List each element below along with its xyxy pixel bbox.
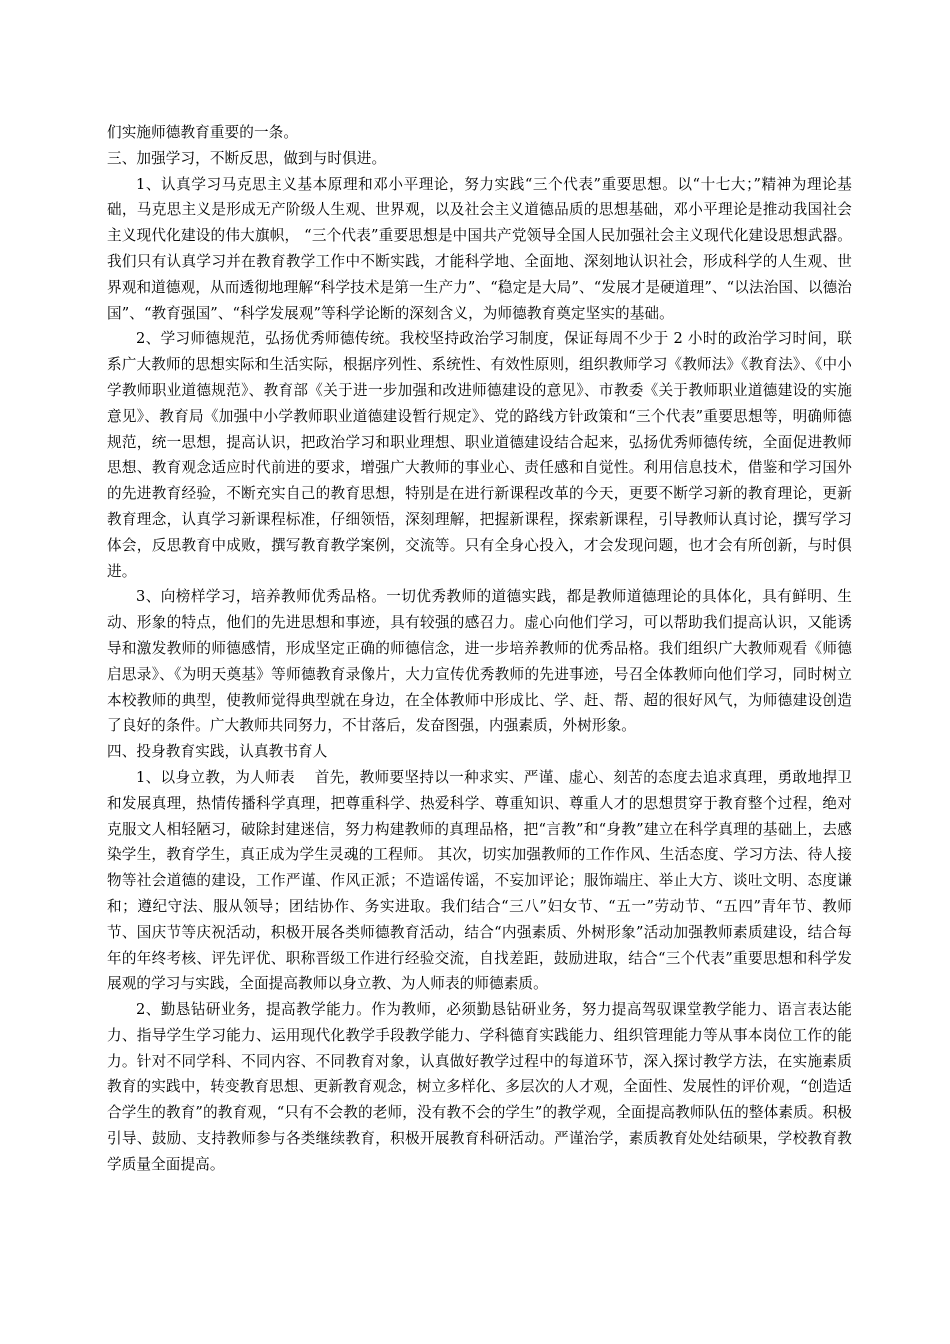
paragraph-4-1: 1、以身立教，为人师表 首先，教师要坚持以一种求实、严谨、虚心、刻苦的态度去追求真理，勇敢地捍卫和发展真理，热情传播科学真理，把尊重科学、热爱科学、尊重知识、尊重人才的思想贯穿于教育整个过程，绝对克服文人相轻陋习，破除封建迷信，努力构建教师的真理品格，把“言教”和“身教”建立在科学真理的基础上，去感染学生，教育学生，真正成为学生灵魂的工程师。 其次，切实加强教师的工作作风、生活态度、学习方法、待人接物等社会道德的建设，工作严谨、作风正派；不造谣传谣，不妄加评论；服饰端庄、举止大方、谈吐文明、态度谦和；遵纪守法、服从领导；团结协作、务实进取。我们结合“三八”妇女节、“五一”劳动节、“五四”青年节、教师节、国庆节等庆祝活动，积极开展各类师德教育活动，结合“内强素质、外树形象”活动加强教师素质建设，结合每年的年终考核、评先评优、职称晋级工作进行经验交流，自找差距，鼓励进取，结合“三个代表”重要思想和科学发展观的学习与实践，全面提高教师以身立教、为人师表的师德素质。 (107, 768, 852, 993)
paragraph-3-2: 2、学习师德规范，弘扬优秀师德传统。我校坚持政治学习制度，保证每周不少于 2 小时的政治学习时间，联系广大教师的思想实际和生活实际，根据序列性、系统性、有效性原则，组织教师学习《教师法》《教育法》、《中小学教师职业道德规范》、教育部《关于进一步加强和改进师德建设的意见》、市教委《关于教师职业道德建设的实施意见》、教育局《加强中小学教师职业道德建设暂行规定》、党的路线方针政策和“三个代表”重要思想等，明确师德规范，统一思想，提高认识，把政治学习和职业理想、职业道德建设结合起来，弘扬优秀师德传统，全面促进教师思想、教育观念适应时代前进的要求，增强广大教师的事业心、责任感和自觉性。利用信息技术，借鉴和学习国外的先进教育经验，不断充实自己的教育思想，特别是在进行新课程改革的今天，更要不断学习新的教育理论，更新教育理念，认真学习新课程标准，仔细领悟，深刻理解，把握新课程，探索新课程，引导教师认真讨论，撰写学习体会，反思教育中成败，撰写教育教学案例，交流等。只有全身心投入，才会发现问题，也才会有所创新，与时俱进。 (107, 330, 852, 580)
paragraph-3-3: 3、向榜样学习，培养教师优秀品格。一切优秀教师的道德实践，都是教师道德理论的具体化，具有鲜明、生动、形象的特点，他们的先进思想和事迹，具有较强的感召力。虚心向他们学习，可以帮助我们提高认识，又能诱导和激发教师的师德感情，形成坚定正确的师德信念，进一步培养教师的优秀品格。我们组织广大教师观看《师德启思录》、《为明天奠基》等师德教育录像片，大力宣传优秀教师的先进事迹，号召全体教师向他们学习，同时树立本校教师的典型，使教师觉得典型就在身边，在全体教师中形成比、学、赶、帮、超的很好风气，为师德建设创造了良好的条件。广大教师共同努力，不甘落后，发奋图强，内强素质，外树形象。 (107, 588, 852, 735)
section-heading-3: 三、加强学习，不断反思，做到与时俱进。 (107, 149, 387, 167)
paragraph-3-1: 1、认真学习马克思主义基本原理和邓小平理论，努力实践“三个代表”重要思想。以“十七大；”精神为理论基础，马克思主义是形成无产阶级人生观、世界观，以及社会主义道德品质的思想基础，邓小平理论是推动我国社会主义现代化建设的伟大旗帜， “三个代表”重要思想是中国共产党领导全国人民加强社会主义现代化建设思想武器。我们只有认真学习并在教育教学工作中不断实践，才能科学地、全面地、深刻地认识社会，形成科学的人生观、世界观和道德观，从而透彻地理解“科学技术是第一生产力”、“稳定是大局”、“发展才是硬道理”、“以法治国、以德治国”、“教育强国”、“科学发展观”等科学论断的深刻含义，为师德教育奠定坚实的基础。 (107, 175, 852, 322)
paragraph-continuation: 们实施师德教育重要的一条。 (107, 124, 299, 141)
document-body (107, 120, 852, 1178)
section-heading-4: 四、投身教育实践，认真教书育人 (107, 743, 328, 761)
paragraph-4-2: 2、勤恳钻研业务，提高教学能力。作为教师，必须勤恳钻研业务，努力提高驾驭课堂教学能力、语言表达能力、指导学生学习能力、运用现代化教学手段教学能力、学科德育实践能力、组织管理能力等从事本岗位工作的能力。针对不同学科、不同内容、不同教育对象，认真做好教学过程中的每道环节，深入探讨教学方法，在实施素质教育的实践中，转变教育思想、更新教育观念，树立多样化、多层次的人才观，全面性、发展性的评价观，“创造适合学生的教育”的教育观，“只有不会教的老师，没有教不会的学生”的教学观，全面提高教师队伍的整体素质。积极引导、鼓励、支持教师参与各类继续教育，积极开展教育科研活动。严谨治学，素质教育处处结硕果，学校教育教学质量全面提高。 (107, 1001, 852, 1173)
